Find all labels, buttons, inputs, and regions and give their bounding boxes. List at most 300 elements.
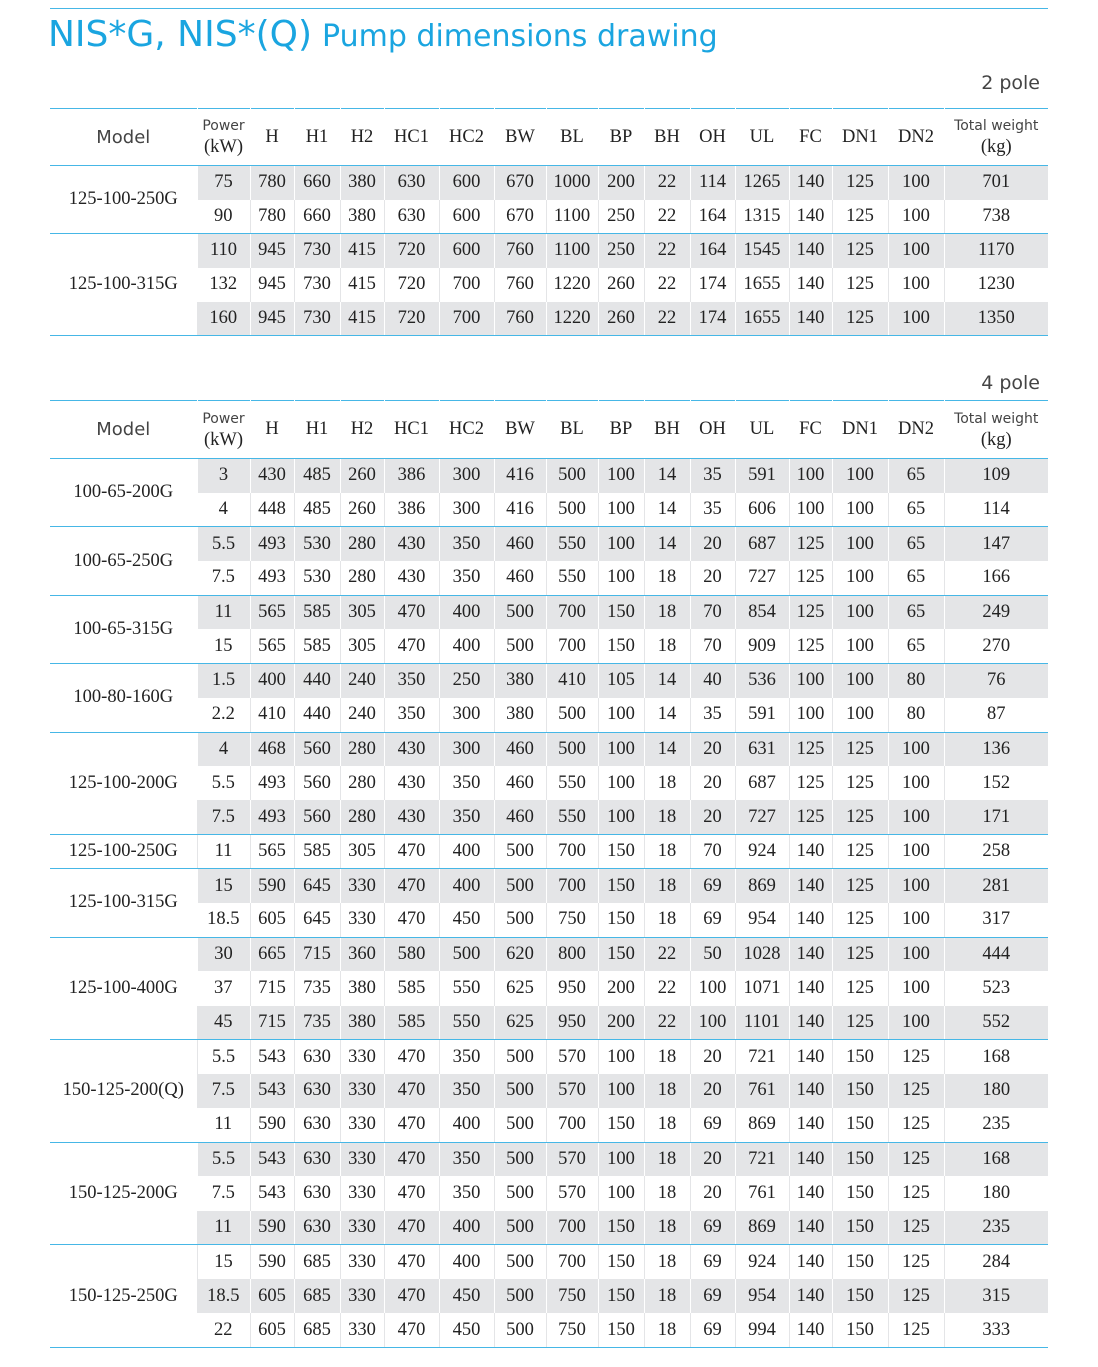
value-cell: 171 [944, 800, 1048, 834]
value-cell: 100 [832, 664, 888, 698]
header-row [50, 109, 1048, 166]
value-cell: 1101 [735, 1006, 789, 1040]
value-cell: 150 [598, 903, 644, 937]
value-cell: 69 [690, 1211, 735, 1245]
value-cell: 560 [294, 732, 340, 766]
value-cell: 330 [340, 1211, 384, 1245]
value-cell: 140 [789, 937, 832, 971]
table-header [50, 401, 1048, 459]
value-cell: 240 [340, 664, 384, 698]
value-cell: 543 [250, 1176, 294, 1210]
value-cell: 125 [832, 732, 888, 766]
value-cell: 591 [735, 698, 789, 732]
value-cell: 69 [690, 1279, 735, 1313]
value-cell: 945 [250, 268, 294, 302]
value-cell: 550 [546, 800, 598, 834]
value-cell: 100 [598, 493, 644, 527]
value-cell: 100 [598, 459, 644, 493]
value-cell: 460 [494, 766, 546, 800]
table-row [50, 869, 1048, 903]
value-cell: 87 [944, 698, 1048, 732]
value-cell: 270 [944, 629, 1048, 663]
value-cell: 70 [690, 629, 735, 663]
value-cell: 924 [735, 1245, 789, 1279]
value-cell: 430 [384, 561, 439, 595]
value-cell: 470 [384, 869, 439, 903]
value-cell: 570 [546, 1074, 598, 1108]
value-cell: 760 [494, 302, 546, 336]
value-cell: 105 [598, 664, 644, 698]
value-cell: 125 [789, 561, 832, 595]
value-cell: 5.5 [197, 1040, 250, 1074]
value-cell: 174 [690, 268, 735, 302]
value-cell: 685 [294, 1313, 340, 1347]
value-cell: 1220 [546, 302, 598, 336]
value-cell: 350 [439, 1040, 494, 1074]
header-dn1: DN1 [832, 401, 888, 459]
value-cell: 140 [789, 869, 832, 903]
value-cell: 380 [494, 698, 546, 732]
value-cell: 7.5 [197, 1176, 250, 1210]
value-cell: 330 [340, 1313, 384, 1347]
header-power-label: Power [202, 118, 245, 134]
value-cell: 721 [735, 1142, 789, 1176]
value-cell: 235 [944, 1108, 1048, 1142]
value-cell: 350 [384, 698, 439, 732]
value-cell: 630 [294, 1040, 340, 1074]
value-cell: 330 [340, 1074, 384, 1108]
value-cell: 330 [340, 1279, 384, 1313]
header-dn1: DN1 [832, 109, 888, 166]
value-cell: 280 [340, 800, 384, 834]
model-cell: 150-125-250G [50, 1245, 197, 1348]
value-cell: 20 [690, 527, 735, 561]
value-cell: 125 [789, 800, 832, 834]
value-cell: 400 [439, 869, 494, 903]
value-cell: 630 [384, 200, 439, 234]
pole-label-4: 4 pole [981, 372, 1040, 394]
table-row [50, 698, 1048, 732]
value-cell: 5.5 [197, 527, 250, 561]
value-cell: 606 [735, 493, 789, 527]
value-cell: 430 [384, 527, 439, 561]
value-cell: 333 [944, 1313, 1048, 1347]
value-cell: 600 [439, 200, 494, 234]
value-cell: 1315 [735, 200, 789, 234]
value-cell: 140 [789, 1176, 832, 1210]
value-cell: 350 [384, 664, 439, 698]
value-cell: 20 [690, 800, 735, 834]
value-cell: 317 [944, 903, 1048, 937]
value-cell: 565 [250, 595, 294, 629]
value-cell: 500 [494, 1245, 546, 1279]
table-row [50, 800, 1048, 834]
value-cell: 18 [644, 1245, 690, 1279]
value-cell: 440 [294, 664, 340, 698]
value-cell: 140 [789, 1313, 832, 1347]
title-models: NIS*G, NIS*(Q) [48, 14, 313, 55]
value-cell: 700 [546, 1108, 598, 1142]
value-cell: 800 [546, 937, 598, 971]
value-cell: 500 [546, 732, 598, 766]
value-cell: 90 [197, 200, 250, 234]
value-cell: 125 [832, 1006, 888, 1040]
value-cell: 1.5 [197, 664, 250, 698]
value-cell: 560 [294, 766, 340, 800]
value-cell: 100 [598, 698, 644, 732]
value-cell: 18.5 [197, 903, 250, 937]
value-cell: 18 [644, 561, 690, 595]
value-cell: 869 [735, 1211, 789, 1245]
value-cell: 350 [439, 1074, 494, 1108]
value-cell: 22 [644, 166, 690, 200]
table-row [50, 527, 1048, 561]
value-cell: 1000 [546, 166, 598, 200]
table-row [50, 664, 1048, 698]
value-cell: 565 [250, 629, 294, 663]
value-cell: 18 [644, 903, 690, 937]
table-row [50, 595, 1048, 629]
value-cell: 550 [546, 766, 598, 800]
value-cell: 500 [546, 698, 598, 732]
value-cell: 140 [789, 1006, 832, 1040]
value-cell: 200 [598, 1006, 644, 1040]
header-power [197, 401, 250, 459]
header-h2: H2 [340, 109, 384, 166]
value-cell: 100 [832, 698, 888, 732]
value-cell: 400 [439, 629, 494, 663]
value-cell: 590 [250, 869, 294, 903]
value-cell: 700 [546, 595, 598, 629]
value-cell: 168 [944, 1142, 1048, 1176]
value-cell: 350 [439, 800, 494, 834]
value-cell: 150 [832, 1245, 888, 1279]
value-cell: 700 [439, 302, 494, 336]
value-cell: 69 [690, 903, 735, 937]
value-cell: 444 [944, 937, 1048, 971]
value-cell: 125 [832, 234, 888, 268]
value-cell: 500 [494, 1313, 546, 1347]
value-cell: 280 [340, 561, 384, 595]
value-cell: 630 [294, 1176, 340, 1210]
value-cell: 450 [439, 903, 494, 937]
value-cell: 700 [546, 835, 598, 869]
table-row [50, 166, 1048, 200]
value-cell: 605 [250, 903, 294, 937]
value-cell: 485 [294, 493, 340, 527]
value-cell: 70 [690, 595, 735, 629]
table-row [50, 493, 1048, 527]
value-cell: 100 [598, 527, 644, 561]
value-cell: 530 [294, 561, 340, 595]
value-cell: 410 [250, 698, 294, 732]
value-cell: 350 [439, 561, 494, 595]
value-cell: 37 [197, 971, 250, 1005]
value-cell: 100 [598, 561, 644, 595]
value-cell: 125 [832, 302, 888, 336]
header-total-weight [944, 401, 1048, 459]
value-cell: 552 [944, 1006, 1048, 1040]
value-cell: 470 [384, 1211, 439, 1245]
value-cell: 565 [250, 835, 294, 869]
value-cell: 660 [294, 166, 340, 200]
header-bw: BW [494, 109, 546, 166]
value-cell: 140 [789, 166, 832, 200]
value-cell: 410 [546, 664, 598, 698]
value-cell: 150 [598, 1313, 644, 1347]
value-cell: 700 [546, 629, 598, 663]
value-cell: 18 [644, 869, 690, 903]
value-cell: 100 [598, 800, 644, 834]
value-cell: 645 [294, 869, 340, 903]
value-cell: 430 [384, 732, 439, 766]
value-cell: 909 [735, 629, 789, 663]
model-cell: 125-100-250G [50, 835, 197, 869]
value-cell: 100 [832, 561, 888, 595]
value-cell: 468 [250, 732, 294, 766]
value-cell: 585 [384, 971, 439, 1005]
value-cell: 1071 [735, 971, 789, 1005]
value-cell: 400 [250, 664, 294, 698]
value-cell: 18 [644, 1313, 690, 1347]
value-cell: 69 [690, 1245, 735, 1279]
value-cell: 100 [888, 903, 944, 937]
header-bw: BW [494, 401, 546, 459]
value-cell: 701 [944, 166, 1048, 200]
value-cell: 258 [944, 835, 1048, 869]
value-cell: 280 [340, 527, 384, 561]
value-cell: 150 [832, 1313, 888, 1347]
value-cell: 924 [735, 835, 789, 869]
value-cell: 738 [944, 200, 1048, 234]
value-cell: 100 [598, 1176, 644, 1210]
value-cell: 125 [888, 1074, 944, 1108]
table-row [50, 234, 1048, 268]
value-cell: 22 [197, 1313, 250, 1347]
value-cell: 180 [944, 1176, 1048, 1210]
value-cell: 523 [944, 971, 1048, 1005]
value-cell: 100 [888, 200, 944, 234]
value-cell: 448 [250, 493, 294, 527]
value-cell: 100 [832, 629, 888, 663]
value-cell: 100 [888, 302, 944, 336]
table-row [50, 732, 1048, 766]
value-cell: 5.5 [197, 766, 250, 800]
value-cell: 150 [598, 835, 644, 869]
table-row [50, 1074, 1048, 1108]
value-cell: 625 [494, 1006, 546, 1040]
value-cell: 100 [789, 698, 832, 732]
value-cell: 125 [832, 835, 888, 869]
value-cell: 470 [384, 1040, 439, 1074]
value-cell: 300 [439, 493, 494, 527]
value-cell: 100 [789, 493, 832, 527]
value-cell: 100 [832, 459, 888, 493]
value-cell: 18 [644, 1142, 690, 1176]
value-cell: 5.5 [197, 1142, 250, 1176]
value-cell: 200 [598, 971, 644, 1005]
value-cell: 630 [294, 1211, 340, 1245]
table-row [50, 459, 1048, 493]
value-cell: 140 [789, 1279, 832, 1313]
value-cell: 670 [494, 200, 546, 234]
value-cell: 430 [384, 800, 439, 834]
value-cell: 260 [598, 268, 644, 302]
value-cell: 140 [789, 1245, 832, 1279]
value-cell: 700 [439, 268, 494, 302]
value-cell: 240 [340, 698, 384, 732]
value-cell: 20 [690, 1142, 735, 1176]
value-cell: 125 [832, 268, 888, 302]
value-cell: 168 [944, 1040, 1048, 1074]
value-cell: 550 [439, 1006, 494, 1040]
value-cell: 854 [735, 595, 789, 629]
value-cell: 470 [384, 1313, 439, 1347]
value-cell: 132 [197, 268, 250, 302]
header-h: H [250, 401, 294, 459]
value-cell: 700 [546, 1211, 598, 1245]
value-cell: 65 [888, 595, 944, 629]
value-cell: 330 [340, 1176, 384, 1210]
value-cell: 18 [644, 1176, 690, 1210]
value-cell: 869 [735, 1108, 789, 1142]
value-cell: 11 [197, 1211, 250, 1245]
value-cell: 150 [832, 1211, 888, 1245]
table-body [50, 459, 1048, 1348]
header-hc2: HC2 [439, 401, 494, 459]
value-cell: 18 [644, 1040, 690, 1074]
value-cell: 720 [384, 302, 439, 336]
value-cell: 493 [250, 766, 294, 800]
value-cell: 1265 [735, 166, 789, 200]
header-hc1: HC1 [384, 401, 439, 459]
value-cell: 22 [644, 1006, 690, 1040]
value-cell: 164 [690, 234, 735, 268]
value-cell: 590 [250, 1245, 294, 1279]
value-cell: 470 [384, 629, 439, 663]
value-cell: 164 [690, 200, 735, 234]
value-cell: 7.5 [197, 800, 250, 834]
value-cell: 330 [340, 1142, 384, 1176]
value-cell: 235 [944, 1211, 1048, 1245]
value-cell: 140 [789, 234, 832, 268]
value-cell: 500 [546, 459, 598, 493]
value-cell: 100 [888, 732, 944, 766]
value-cell: 315 [944, 1279, 1048, 1313]
table-row [50, 1211, 1048, 1245]
value-cell: 100 [598, 1142, 644, 1176]
value-cell: 18 [644, 800, 690, 834]
model-cell: 125-100-315G [50, 869, 197, 937]
header-h1: H1 [294, 401, 340, 459]
header-bp: BP [598, 109, 644, 166]
value-cell: 630 [384, 166, 439, 200]
value-cell: 125 [789, 595, 832, 629]
value-cell: 100 [888, 869, 944, 903]
value-cell: 687 [735, 766, 789, 800]
value-cell: 65 [888, 459, 944, 493]
value-cell: 65 [888, 527, 944, 561]
value-cell: 470 [384, 903, 439, 937]
model-cell: 150-125-200G [50, 1142, 197, 1245]
model-cell: 125-100-400G [50, 937, 197, 1040]
header-hc2: HC2 [439, 109, 494, 166]
value-cell: 715 [294, 937, 340, 971]
value-cell: 761 [735, 1074, 789, 1108]
value-cell: 1220 [546, 268, 598, 302]
value-cell: 585 [294, 835, 340, 869]
value-cell: 330 [340, 1040, 384, 1074]
value-cell: 350 [439, 766, 494, 800]
header-h2: H2 [340, 401, 384, 459]
value-cell: 330 [340, 869, 384, 903]
value-cell: 100 [690, 971, 735, 1005]
value-cell: 1350 [944, 302, 1048, 336]
value-cell: 100 [598, 766, 644, 800]
value-cell: 20 [690, 1040, 735, 1074]
value-cell: 605 [250, 1313, 294, 1347]
value-cell: 14 [644, 493, 690, 527]
value-cell: 485 [294, 459, 340, 493]
header-model: Model [50, 401, 197, 459]
value-cell: 400 [439, 595, 494, 629]
value-cell: 100 [888, 937, 944, 971]
header-total-weight [944, 109, 1048, 166]
value-cell: 300 [439, 732, 494, 766]
value-cell: 45 [197, 1006, 250, 1040]
value-cell: 110 [197, 234, 250, 268]
table-header [50, 109, 1048, 166]
value-cell: 550 [546, 527, 598, 561]
value-cell: 591 [735, 459, 789, 493]
value-cell: 687 [735, 527, 789, 561]
value-cell: 250 [598, 200, 644, 234]
value-cell: 125 [789, 766, 832, 800]
model-cell: 125-100-250G [50, 166, 197, 234]
value-cell: 550 [439, 971, 494, 1005]
value-cell: 1170 [944, 234, 1048, 268]
value-cell: 125 [832, 937, 888, 971]
table-row [50, 1006, 1048, 1040]
header-power [197, 109, 250, 166]
value-cell: 50 [690, 937, 735, 971]
value-cell: 500 [494, 835, 546, 869]
table-row [50, 1176, 1048, 1210]
value-cell: 22 [644, 937, 690, 971]
value-cell: 250 [439, 664, 494, 698]
value-cell: 18 [644, 1279, 690, 1313]
value-cell: 1655 [735, 268, 789, 302]
value-cell: 500 [546, 493, 598, 527]
header-h1: H1 [294, 109, 340, 166]
value-cell: 570 [546, 1142, 598, 1176]
value-cell: 152 [944, 766, 1048, 800]
value-cell: 1028 [735, 937, 789, 971]
value-cell: 536 [735, 664, 789, 698]
value-cell: 645 [294, 903, 340, 937]
value-cell: 543 [250, 1142, 294, 1176]
value-cell: 250 [598, 234, 644, 268]
value-cell: 260 [340, 493, 384, 527]
header-model: Model [50, 109, 197, 166]
value-cell: 150 [598, 595, 644, 629]
title-subtitle: Pump dimensions drawing [322, 19, 718, 54]
header-power-unit: (kW) [203, 429, 244, 450]
value-cell: 660 [294, 200, 340, 234]
value-cell: 150 [598, 937, 644, 971]
value-cell: 430 [384, 766, 439, 800]
value-cell: 530 [294, 527, 340, 561]
